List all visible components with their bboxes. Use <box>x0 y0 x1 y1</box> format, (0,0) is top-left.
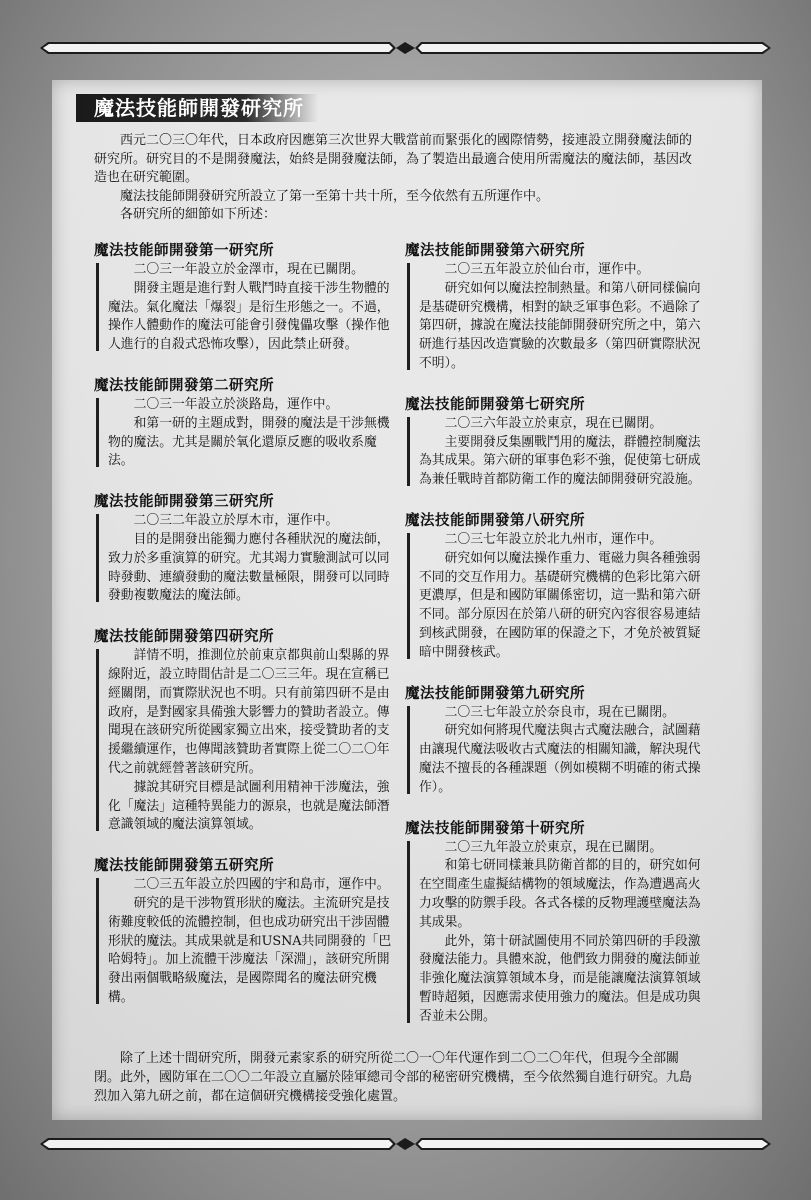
lab-body <box>407 261 705 374</box>
lab-heading: 魔法技能師開發第三研究所 <box>94 493 274 511</box>
lab-body <box>96 261 394 355</box>
lab-paragraph: 研究如何以魔法控制熱量。和第八研同樣偏向是基礎研究機構，相對的缺乏軍事色彩。不過除了第四研，據說在魔法技能師開發研究所之中，第六研進行基因改造實驗的次數最多（第四研實際狀況不明）。 <box>419 280 701 371</box>
lab-paragraph: 二〇三七年設立於北九州市，運作中。 <box>444 531 663 547</box>
lab-paragraph: 二〇三六年設立於東京，現在已關閉。 <box>444 415 663 431</box>
lab-body <box>96 647 394 835</box>
lab-paragraph: 和第七研同樣兼具防衛首都的目的，研究如何在空間產生虛擬結構物的領域魔法，作為遭遇高火力攻擊的防禦手段。各式各樣的反物理護壁魔法為其成果。 <box>419 858 701 930</box>
lab-section-8 <box>405 511 705 663</box>
left-column <box>94 241 394 1029</box>
top-ornament-line <box>40 42 771 54</box>
lab-section-10 <box>405 819 705 1027</box>
lab-body <box>96 876 394 1008</box>
lab-section-1 <box>94 241 394 355</box>
lab-paragraph: 二〇三一年設立於金澤市，現在已關閉。 <box>133 262 364 277</box>
lab-body <box>407 531 705 663</box>
lab-heading: 魔法技能師開發第八研究所 <box>405 511 585 529</box>
lab-heading: 魔法技能師開發第二研究所 <box>94 376 274 394</box>
lab-paragraph: 二〇三五年設立於仙台市，運作中。 <box>444 262 650 277</box>
lab-paragraph: 和第一研的主題成對，開發的魔法是干涉無機物的魔法。尤其是關於氧化還原反應的吸收系魔法。 <box>108 415 390 469</box>
lab-heading: 魔法技能師開發第六研究所 <box>405 242 585 259</box>
lab-body <box>407 415 705 490</box>
lab-paragraph: 據說其研究目標是試圖利用精神干涉魔法，強化「魔法」這種特異能力的源泉，也就是魔法師潛意識領域的魔法演算領域。 <box>108 779 390 833</box>
lab-section-5 <box>94 856 394 1008</box>
lab-body <box>407 704 705 798</box>
intro-paragraph: 西元二〇三〇年代，日本政府因應第三次世界大戰當前而緊張化的國際情勢，接連設立開發魔法師的研究所。研究目的不是開發魔法，始終是開發魔法師，為了製造出最適合使用所需魔法的魔法師，基因改造也在研究範圍。 <box>94 133 693 186</box>
outro-paragraph: 除了上述十間研究所，開發元素家系的研究所從二〇一〇年代運作到二〇二〇年代，但現今全部關閉。此外，國防軍在二〇〇二年設立直屬於陸軍總司令部的秘密研究機構，至今依然獨自進行研究。九島烈加入第九研之前，都在這個研究機構接受強化處置。 <box>94 1051 693 1104</box>
lab-paragraph: 二〇三九年設立於東京，現在已關閉。 <box>444 839 663 855</box>
lab-heading: 魔法技能師開發第九研究所 <box>405 684 585 702</box>
lab-paragraph: 研究如何以魔法操作重力、電磁力與各種強弱不同的交互作用力。基礎研究機構的色彩比第六研更濃厚，但是和國防軍關係密切，這一點和第六研不同。部分原因在於第八研的研究內容很容易連結到核武開發，在國防軍的保證之下，才免於被質疑暗中開發核武。 <box>419 550 701 660</box>
intro-text <box>94 132 704 225</box>
lab-section-7 <box>405 395 705 490</box>
lab-paragraph: 開發主題是進行對人戰鬥時直接干涉生物體的魔法。氣化魔法「爆裂」是衍生形態之一。不過，操作人體動作的魔法可能會引發傀儡攻擊（操作他人進行的自殺式恐怖攻擊），因此禁止研發。 <box>108 280 390 353</box>
lab-section-2 <box>94 376 394 471</box>
lab-section-3 <box>94 492 394 606</box>
lab-paragraph: 此外，第十研試圖使用不同於第四研的手段激發魔法能力。具體來說，他們致力開發的魔法師並非強化魔法演算領域本身，而是能讓魔法演算領域暫時超頻，因應需求使用強力的魔法。但是成功與否並未公開。 <box>419 933 701 1024</box>
lab-paragraph: 研究如何將現代魔法與古式魔法融合，試圖藉由讓現代魔法吸收古式魔法的相關知識，解決現代魔法不擅長的各種課題（例如模糊不明確的術式操作）。 <box>419 723 701 795</box>
lab-heading: 魔法技能師開發第十研究所 <box>405 819 585 837</box>
lab-body <box>96 512 394 606</box>
lab-section-4 <box>94 627 394 835</box>
lab-paragraph: 二〇三二年設立於厚木市，運作中。 <box>133 513 339 529</box>
intro-paragraph: 各研究所的細節如下所述： <box>120 207 277 223</box>
lab-paragraph: 二〇三七年設立於奈良市，現在已關閉。 <box>444 704 675 720</box>
lab-body <box>407 839 705 1027</box>
lab-section-9 <box>405 684 705 798</box>
page-title: 魔法技能師開發研究所 <box>76 94 318 122</box>
right-column <box>405 241 705 1048</box>
lab-paragraph: 研究的是干涉物質形狀的魔法。主流研究是技術難度較低的流體控制，但也成功研究出干涉固體形狀的魔法。其成果就是和USNA共同開發的「巴哈姆特」。加上流體干涉魔法「深淵」，該研究所開發出兩個戰略級魔法，是國際聞名的魔法研究機構。 <box>108 895 392 1005</box>
bottom-ornament-line <box>40 1138 771 1150</box>
lab-heading: 魔法技能師開發第七研究所 <box>405 395 585 413</box>
lab-paragraph: 二〇三一年設立於淡路島，運作中。 <box>133 396 339 412</box>
lab-heading: 魔法技能師開發第一研究所 <box>94 242 274 259</box>
lab-paragraph: 二〇三五年設立於四國的宇和島市，運作中。 <box>133 877 390 893</box>
lab-paragraph: 主要開發反集團戰鬥用的魔法，群體控制魔法為其成果。第六研的軍事色彩不強，促使第七研成為兼任戰時首都防衛工作的魔法師開發研究設施。 <box>419 434 701 488</box>
outro-text <box>94 1049 704 1106</box>
lab-paragraph: 詳情不明，推測位於前東京都與前山梨縣的界線附近，設立時間估計是二〇三三年。現在宣稱已經關閉，而實際狀況也不明。只有前第四研不是由政府，是對國家具備強大影響力的贊助者設立。傳聞現在該研究所從國家獨立出來，接受贊助者的支援繼續運作，也傳聞該贊助者實際上從二〇二〇年代之前就經營著該研究所。 <box>108 648 390 776</box>
lab-body <box>96 396 394 471</box>
lab-section-6 <box>405 241 705 374</box>
lab-heading: 魔法技能師開發第四研究所 <box>94 628 274 646</box>
lab-paragraph: 目的是開發出能獨力應付各種狀況的魔法師，致力於多重演算的研究。尤其竭力實驗測試可以同時發動、連續發動的魔法數量極限，開發可以同時發動複數魔法的魔法師。 <box>108 531 390 604</box>
lab-heading: 魔法技能師開發第五研究所 <box>94 857 274 875</box>
intro-paragraph: 魔法技能師開發研究所設立了第一至第十共十所，至今依然有五所運作中。 <box>120 188 550 204</box>
